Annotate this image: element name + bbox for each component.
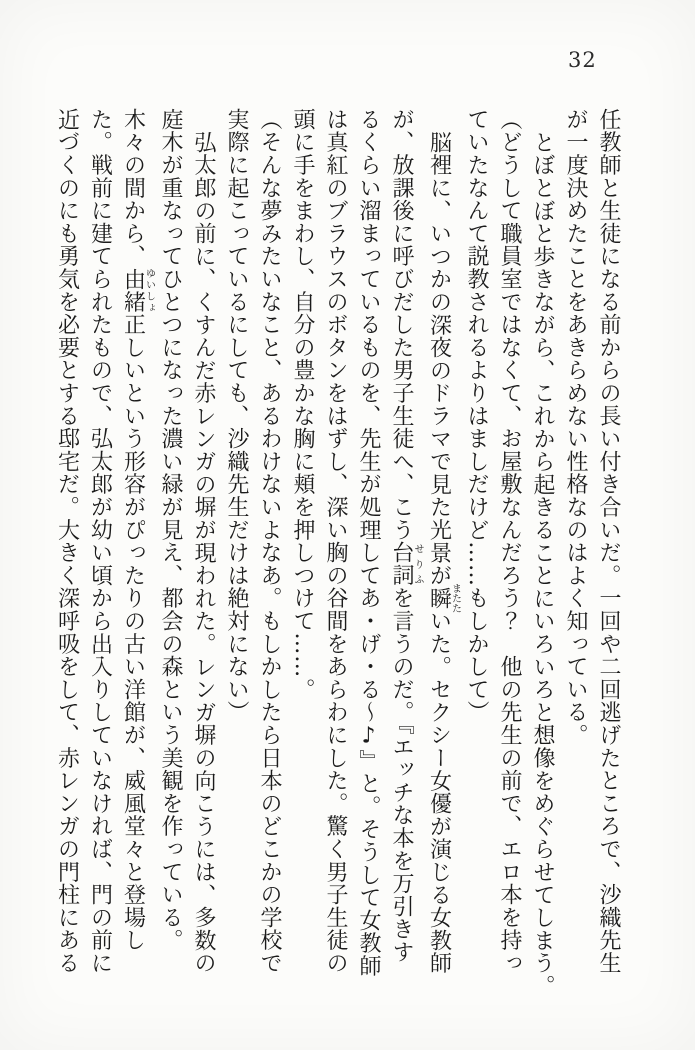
text-column: （そんな夢みたいなこと、あるわけないよなあ。もしかしたら日本のどこかの学校で bbox=[257, 108, 282, 975]
text-column: 弘太郎の前に、くすんだ赤レンガの塀が現われた。レンガ塀の向こうには、多数の bbox=[191, 131, 216, 975]
text-column: た。戦前に建てられたもので、弘太郎が幼い頃から出入りしていなければ、門の前に bbox=[87, 108, 113, 975]
text-column: は真紅のブラウスのボタンをはずし、深い胸の谷間をあらわにした。驚く男子生徒の bbox=[323, 108, 348, 975]
furigana-ruby: 瞬またた bbox=[426, 583, 461, 614]
furigana-ruby: 由緒ゆいしょ bbox=[120, 267, 155, 314]
furigana-ruby: 台詞せりふ bbox=[389, 541, 423, 587]
text-column: が、放課後に呼びだした男子生徒へ、こう台詞せりふを言うのだ。『エッチな本を万引きす bbox=[389, 108, 423, 964]
text-block bbox=[51, 108, 626, 1008]
text-column: とぼとぼと歩きながら、これから起きることにいろいろと想像をめぐらせてしまう。 bbox=[530, 131, 555, 998]
text-column: 頭に手をまわし、自分の豊かな胸に頬を押しつけて……。 bbox=[290, 108, 315, 701]
text-column: 脳裡に、いつかの深夜のドラマで見た光景が瞬またたいた。セクシー女優が演じる女教師 bbox=[426, 131, 461, 975]
text-column: るくらい溜まっているものを、先生が処理してあ・げ・る～♪』と。そうして女教師 bbox=[356, 108, 381, 978]
text-column: 任教師と生徒になる前からの長い付き合いだ。一回や二回逃げたところで、沙織先生 bbox=[596, 108, 621, 975]
text-column: が一度決めたことをあきらめない性格なのはよく知っている。 bbox=[563, 108, 588, 747]
text-column: 木々の間から、由緒ゆいしょ正しいという形容がぴったりの古い洋館が、威風堂々と登場し bbox=[120, 108, 155, 952]
text-column: 近づくのにも勇気を必要とする邸宅だ。大きく深呼吸をして、赤レンガの門柱にある bbox=[54, 108, 80, 975]
text-column: （どうして職員室ではなくて、お屋敷なんだろう？ 他の先生の前で、エロ本を持っ bbox=[497, 108, 522, 975]
text-column: ていたなんて説教されるよりはましだけど……もしかして） bbox=[464, 108, 489, 724]
text-column: 実際に起こっているにしても、沙織先生だけは絶対にない） bbox=[224, 108, 249, 724]
text-column: 庭木が重なってひとつになった濃い緑が見え、都会の森という美観を作っている。 bbox=[158, 108, 183, 952]
page-number: 32 bbox=[568, 48, 597, 72]
